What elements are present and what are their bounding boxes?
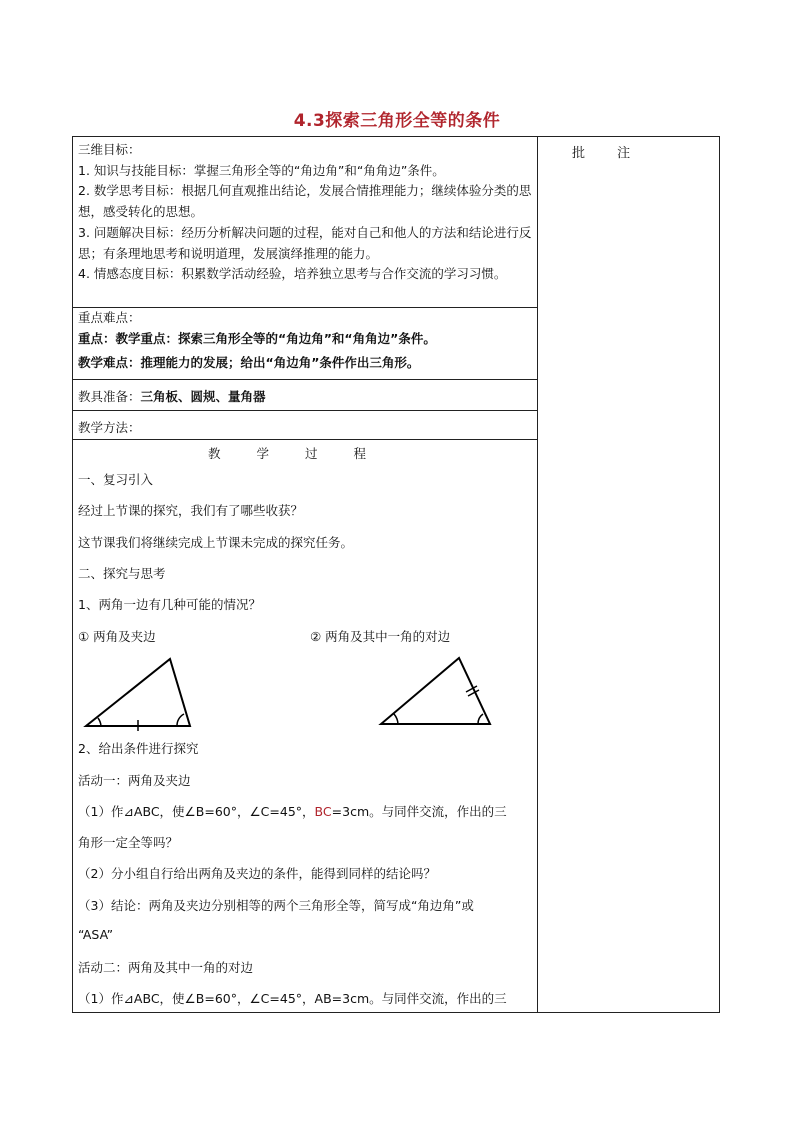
objective-item: 4. 情感态度目标：积累数学活动经验，培养独立思考与合作交流的学习习惯。 (78, 266, 507, 282)
activity-step-text: （1）作⊿ABC，使∠B=60°，∠C=45°， (78, 804, 315, 819)
key-points-heading: 重点难点： (78, 310, 141, 325)
key-points-cell (78, 309, 534, 375)
side-bc-label: BC (314, 804, 332, 819)
activity-step (78, 802, 507, 820)
activity-heading: 活动二：两角及其中一角的对边 (78, 960, 254, 975)
activity-step: “ASA” (78, 927, 114, 942)
problem-text: 1、两角一边有几种可能的情况？ (78, 597, 261, 612)
activity-step: （2）分小组自行给出两角及夹边的条件，能得到同样的结论吗？ (78, 866, 436, 881)
question-text: 经过上节课的探究，我们有了哪些收获？ (78, 503, 304, 518)
table-column-divider (537, 136, 538, 1013)
section-heading: 二、探究与思考 (78, 566, 166, 581)
triangle-asa-diagram (80, 652, 200, 732)
teaching-focus: 重点：教学重点：探索三角形全等的“角边角”和“角角边”条件。 (78, 331, 436, 346)
document-title: 4.3探索三角形全等的条件 (293, 111, 501, 131)
row-divider (72, 307, 538, 308)
teaching-difficulty: 教学难点：推理能力的发展；给出“角边角”条件作出三角形。 (78, 355, 420, 370)
section-heading: 一、复习引入 (78, 472, 154, 487)
objectives-heading: 三维目标： (78, 142, 141, 157)
activity-step-text: =3cm。与同伴交流，作出的三 (331, 804, 507, 819)
row-divider (72, 410, 538, 411)
tools-row (78, 387, 266, 405)
tools-value: 三角板、圆规、量角器 (140, 389, 266, 404)
objectives-cell (78, 140, 534, 285)
process-header: 教学过程 (207, 446, 402, 461)
problem-text: 2、给出条件进行探究 (78, 741, 199, 756)
objective-item: 3. 问题解决目标：经历分析解决问题的过程，能对自己和他人的方法和结论进行反思；有条理地思考和说明道理，发展演绎推理的能力。 (78, 224, 532, 261)
row-divider (72, 379, 538, 380)
question-text: 这节课我们将继续完成上节课未完成的探究任务。 (78, 535, 354, 550)
case-label: ② 两角及其中一角的对边 (310, 629, 451, 644)
activity-step: 角形一定全等吗？ (78, 835, 179, 850)
triangle-aas-diagram (376, 652, 496, 730)
case-label: ① 两角及夹边 (78, 629, 156, 644)
row-divider (72, 439, 538, 440)
objective-item: 1. 知识与技能目标：掌握三角形全等的“角边角”和“角角边”条件。 (78, 162, 445, 178)
tools-label: 教具准备： (78, 389, 141, 404)
activity-heading: 活动一：两角及夹边 (78, 773, 191, 788)
objective-item: 2. 数学思考目标：根据几何直观推出结论，发展合情推理能力；继续体验分类的思想，感受转化的思想。 (78, 183, 532, 220)
activity-step: （3）结论：两角及夹边分别相等的两个三角形全等，简写成“角边角”或 (78, 898, 474, 913)
remark-column-header: 批 注 (572, 146, 645, 161)
method-label: 教学方法： (78, 420, 141, 435)
activity-step: （1）作⊿ABC，使∠B=60°，∠C=45°，AB=3cm。与同伴交流，作出的三 (78, 991, 507, 1006)
